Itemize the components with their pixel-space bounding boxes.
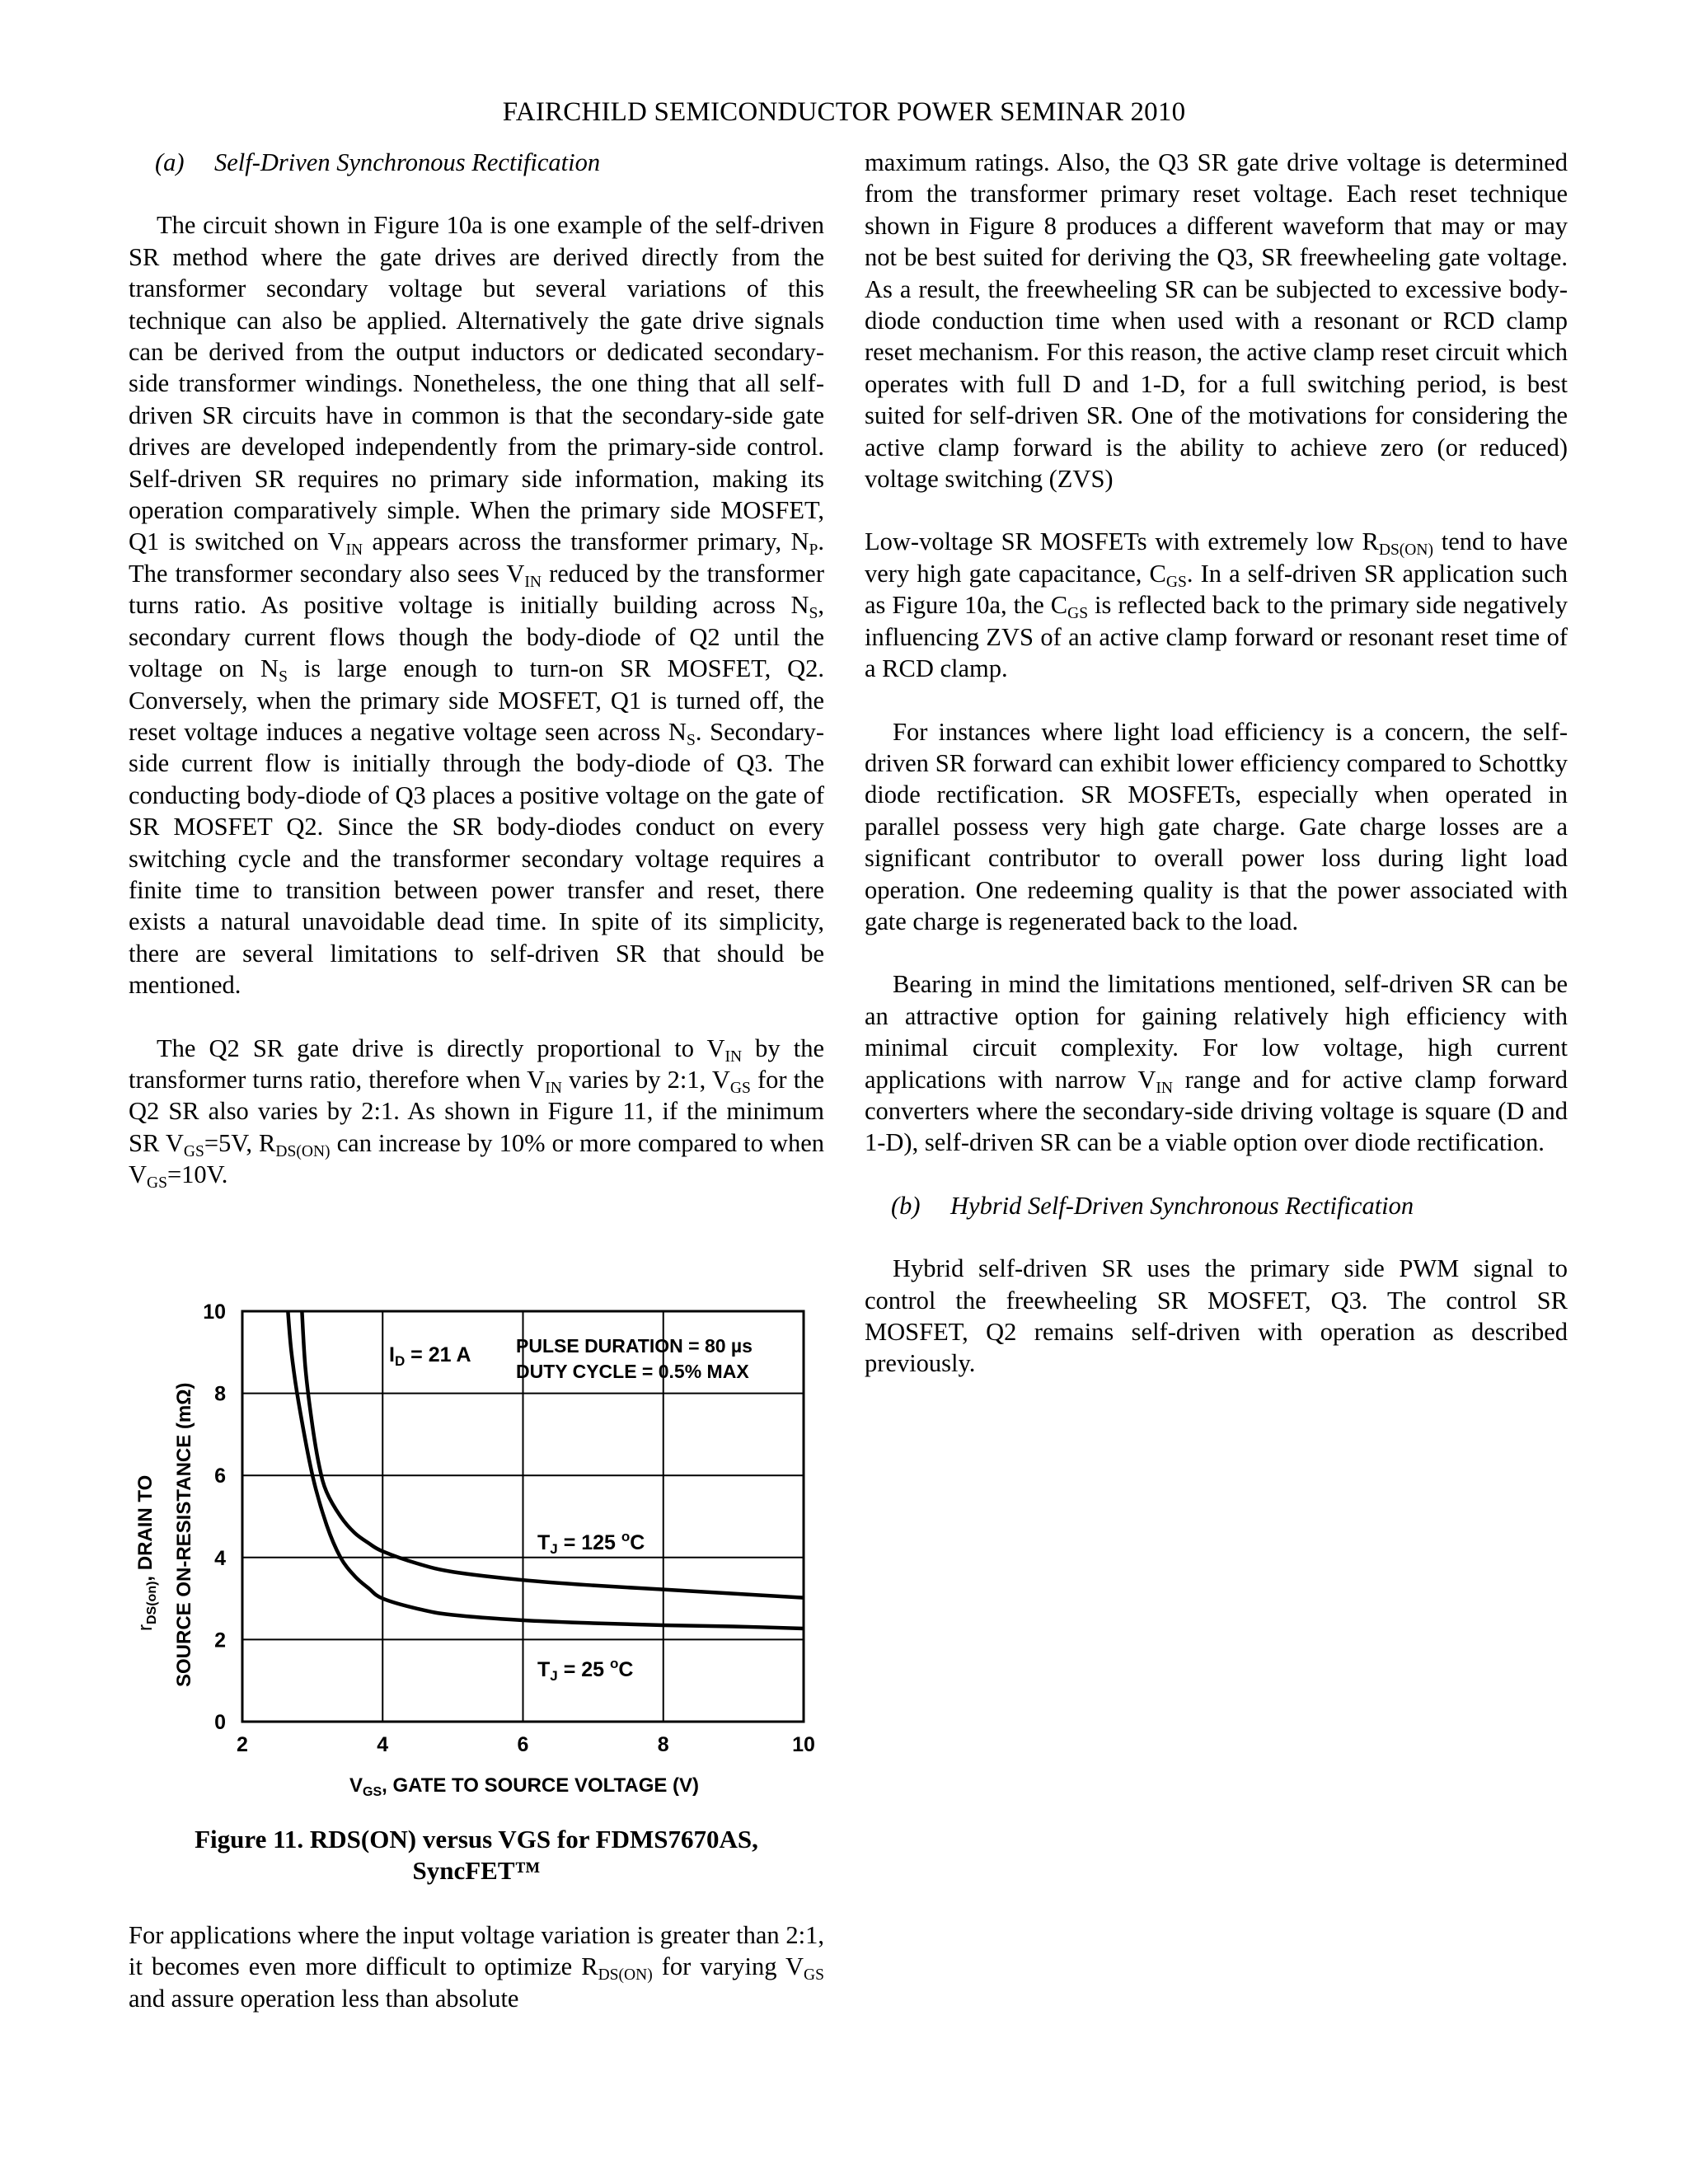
- chart-curves: [288, 1311, 804, 1629]
- paragraph-hybrid: Hybrid self-driven SR uses the primary side PWM signal to control the freewheeling SR MOSFET, Q3. The control SR MOSFET, Q2 remains self-driven with operation as described previously.: [865, 1254, 1568, 1378]
- y-tick-label-2: 2: [214, 1629, 226, 1652]
- paragraph-light-load: For instances where light load efficiency is a concern, the self-driven SR forward can exhibit lower efficiency compared to Schottky diode rectification. SR MOSFETs, especially when operated in parallel possess very high gate charge. Gate charge losses are a significant contributor to overall power loss during light load operation. One redeeming quality is that the power associated with gate charge is regenerated back to the load.: [865, 717, 1568, 935]
- section-b-title: Hybrid Self-Driven Synchronous Rectification: [950, 1191, 1414, 1220]
- x-tick-label-8: 8: [657, 1733, 669, 1756]
- paragraph-maximum-ratings: maximum ratings. Also, the Q3 SR gate drive voltage is determined from the transformer primary reset voltage. Each reset technique shown in Figure 8 produces a different waveform that may or may not be best suited for deriving the Q3, SR freewheeling gate voltage. As a result, the freewheeling SR can be subjected to excessive body-diode conduction time when used with a resonant or RCD clamp reset mechanism. For this reason, the active clamp reset circuit which operates with full D and 1-D, for a full switching period, is best suited for self-driven SR. One of the motivations for considering the active clamp forward is the ability to achieve zero (or reduced) voltage switching (ZVS): [865, 148, 1568, 494]
- caption-line-1: Figure 11. RDS(ON) versus VGS for FDMS7670AS,: [195, 1825, 758, 1854]
- paragraph-gate-capacitance: Low-voltage SR MOSFETs with extremely low $R_{DS(ON)}$ tend to have very high gate capacitance, $C_{GS}$. In a self-driven SR application such as Figure 10a, the $C_{GS}$ is reflected back to the primary side negatively influencing ZVS of an active clamp forward or resonant reset time of a RCD clamp.: [865, 527, 1568, 683]
- annotation-id: $I_D = 21$ A: [389, 1343, 471, 1369]
- section-b-heading: [865, 1190, 1568, 1221]
- y-axis-label-line2: SOURCE ON-RESISTANCE (mΩ): [173, 1382, 195, 1687]
- paragraph-input-variation: For applications where the input voltage variation is greater than 2:1, it becomes even more difficult to optimize $R_{DS(ON)}$ for varying $V_{GS}$ and assure operation less than absolute: [129, 1921, 824, 2013]
- y-tick-label-0: 0: [214, 1711, 226, 1734]
- section-b-number: (b): [891, 1191, 921, 1220]
- annotation-duty-cycle: DUTY CYCLE = 0.5% MAX: [516, 1361, 749, 1382]
- y-tick-label-10: 10: [203, 1301, 226, 1324]
- paragraph-limitations-summary: Bearing in mind the limitations mentioned, self-driven SR can be an attractive option for gaining relatively high efficiency with minimal circuit complexity. For low voltage, high current applications with narrow $V_{IN}$ range and for active clamp forward converters where the secondary-side driving voltage is square (D and 1-D), self-driven SR can be a viable option over diode rectification.: [865, 970, 1568, 1157]
- rdson-vs-vgs-chart: [134, 1289, 816, 1800]
- section-a-number: (a): [155, 148, 185, 176]
- annotation-tj-25: $T_J = 25$ $^o$C: [537, 1656, 634, 1684]
- x-tick-label-4: 4: [377, 1733, 389, 1756]
- y-tick-label-8: 8: [214, 1382, 226, 1406]
- paragraph-gate-drive: The Q2 SR gate drive is directly proportional to $V_{IN}$ by the transformer turns ratio, therefore when $V_{IN}$ varies by 2:1, $V_{GS}$ for the Q2 SR also varies by 2:1. As shown in Figure 11, if the minimum SR $V_{GS}=5V$, $R_{DS(ON)}$ can increase by 10% or more compared to when $V_{GS}=10V$.: [129, 1033, 825, 1193]
- left-column: [129, 147, 824, 1222]
- page-header: FAIRCHILD SEMICONDUCTOR POWER SEMINAR 2010: [502, 97, 1186, 127]
- y-axis-label-line1: $r_{DS(on)}$, DRAIN TO: [134, 1474, 159, 1631]
- annotation-pulse-duration: PULSE DURATION = 80 µs: [516, 1335, 753, 1357]
- x-tick-label-2: 2: [237, 1733, 248, 1756]
- paragraph-self-driven-intro: The circuit shown in Figure 10a is one example of the self-driven SR method where the gate drives are derived directly from the transformer secondary voltage but several variations of this technique can also be applied. Alternatively the gate drive signals can be derived from the output inductors or dedicated secondary-side transformer windings. Nonetheless, the one thing that all self-driven SR circuits have in common is that the secondary-side gate drives are developed independently from the primary-side control. Self-driven SR requires no primary side information, making its operation comparatively simple. When the primary side MOSFET, Q1 is switched on $V_{IN}$ appears across the transformer primary, $N_P$. The transformer secondary also sees $V_{IN}$ reduced by the transformer turns ratio. As positive voltage is initially building across $N_S$, secondary current flows though the body-diode of Q2 until the voltage on $N_S$ is large enough to turn-on SR MOSFET, Q2. Conversely, when the primary side MOSFET, Q1 is turned off, the reset voltage induces a negative voltage seen across $N_S$. Secondary-side current flow is initially through the body-diode of Q3. The conducting body-diode of Q3 places a positive voltage on the gate of SR MOSFET Q2. Since the SR body-diodes conduct on every switching cycle and the transformer secondary voltage requires a finite time to transition between power transfer and reset, there exists a natural unavoidable dead time. In spite of its simplicity, there are several limitations to self-driven SR that should be mentioned.: [129, 211, 824, 1000]
- section-a-heading: [129, 147, 824, 178]
- caption-line-2: SyncFET™: [412, 1856, 541, 1885]
- y-tick-label-4: 4: [214, 1546, 226, 1570]
- y-tick-label-6: 6: [214, 1465, 226, 1488]
- x-axis-label: $V_{GS}$, GATE TO SOURCE VOLTAGE (V): [349, 1774, 700, 1799]
- x-tick-label-6: 6: [517, 1733, 529, 1756]
- annotation-tj-125: $T_J = 125$ $^o$C: [537, 1529, 645, 1557]
- right-column: [865, 147, 1568, 1411]
- figure-11-caption: [129, 1824, 824, 1886]
- section-a-title: Self-Driven Synchronous Rectification: [214, 148, 601, 176]
- x-tick-label-10: 10: [792, 1733, 815, 1756]
